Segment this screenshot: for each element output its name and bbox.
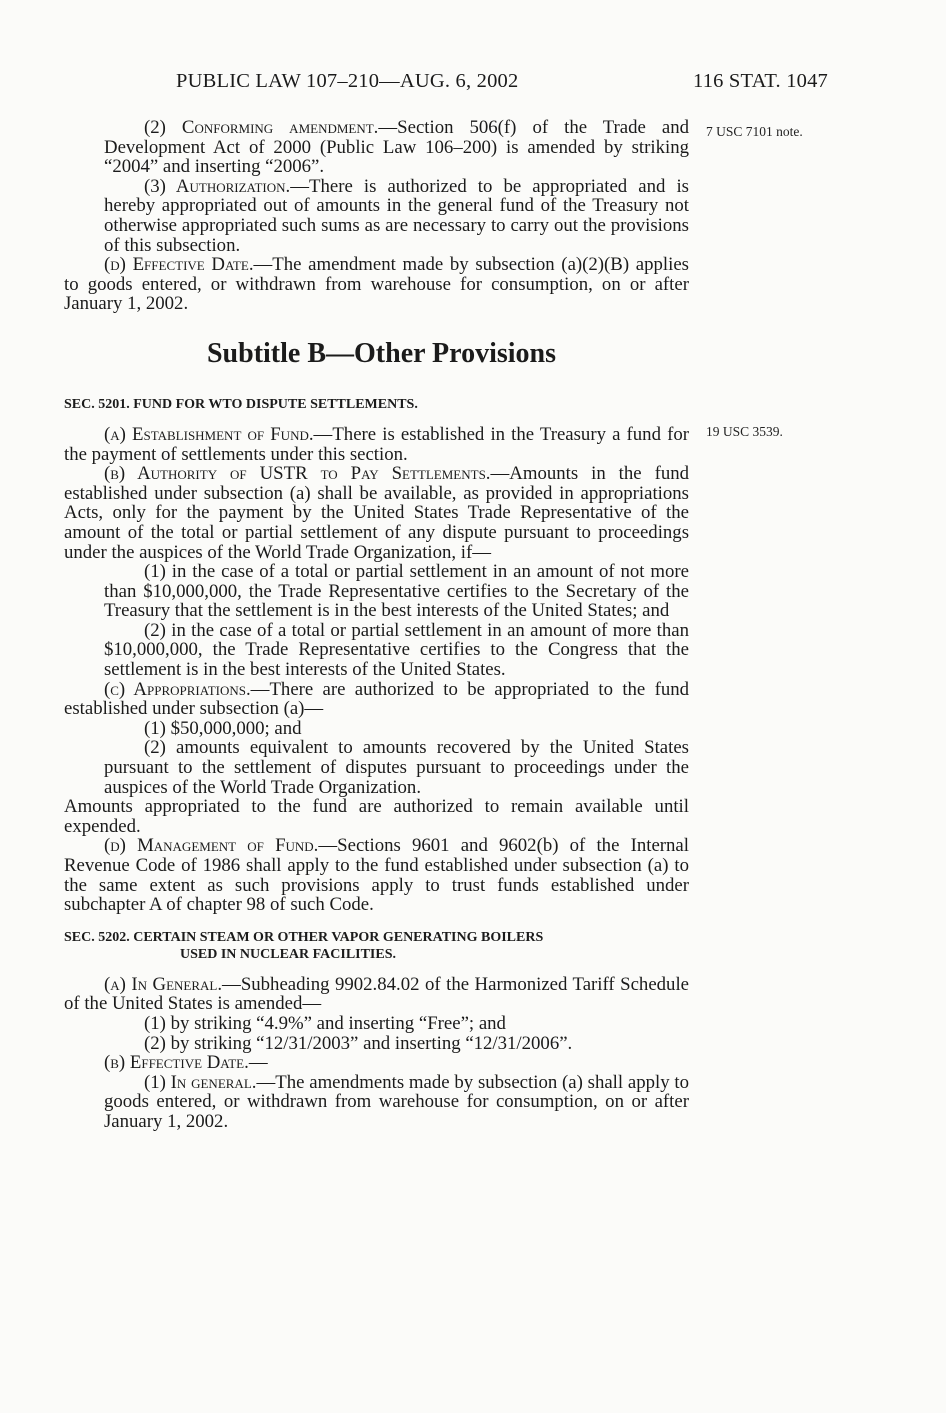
paragraph-label: (d) Effective Date. [104,254,254,276]
paragraph-text: — [248,1052,268,1074]
paragraph-effective-date [64,255,689,314]
sec5201-d [64,836,689,914]
sec5202-b [64,1053,689,1073]
paragraph-text: —Sections 9601 and 9602(b) of the Internal Revenue Code of 1986 shall apply to the fund established under subsection (a) to the same extent as such provisions apply to trust funds established under subchapter A of chapter 98 of such Code. [64,835,689,916]
sec5201-a [64,425,689,464]
margin-note-usc-3539: 19 USC 3539. [706,424,783,439]
paragraph-text: —The amendment made by subsection (a)(2)(B) applies to goods entered, or withdrawn from warehouse for consumption, on or after January 1, 2002. [64,254,689,315]
paragraph-text: —There is established in the Treasury a fund for the payment of settlements under this section. [64,423,689,465]
paragraph-conforming-amendment [64,118,689,177]
sec5201-c-tail: Amounts appropriated to the fund are authorized to remain available until expended. [64,796,689,837]
paragraph-label: (c) Appropriations. [104,678,251,700]
subtitle-heading: Subtitle B—Other Provisions [206,337,556,369]
paragraph-authorization [64,177,689,255]
sec5201-c [64,680,689,719]
sec5202-a [64,975,689,1014]
paragraph-text: —Amounts in the fund established under subsection (a) shall be available, as provided in appropriations Acts, only for the payment by the United States Trade Representative of the amount of the total or partial settlement of any dispute pursuant to proceedings under the auspices of the World Trade Organization, if— [64,463,690,563]
paragraph-text: —Section 506(f) of the Trade and Development Act of 2000 (Public Law 106–200) is amended by striking “2004” and inserting “2006”. [104,117,689,178]
paragraph-label: (a) In General. [104,973,223,995]
section-heading-line: USED IN NUCLEAR FACILITIES. [180,946,397,962]
sec5202-a1: (1) by striking “4.9%” and inserting “Free”; and [144,1012,506,1034]
paragraph-label: (b) Effective Date. [104,1052,249,1074]
paragraph-text: —There is authorized to be appropriated and is hereby appropriated out of amounts in the general fund of the Treasury not otherwise appropriated such sums as are necessary to carry out the provisions of this subsection. [104,175,689,256]
paragraph-label: (2) Conforming amendment. [144,117,379,138]
paragraph-text: —Subheading 9902.84.02 of the Harmonized Tariff Schedule of the United States is amended— [64,973,689,1015]
paragraph-text: —The amendments made by subsection (a) shall apply to goods entered, or withdrawn from warehouse for consumption, on or after January 1, 2002. [104,1071,690,1132]
running-header [176,70,828,100]
sec5201-c2: (2) amounts equivalent to amounts recovered by the United States pursuant to the settlement of disputes pursuant to proceedings under the auspices of the World Trade Organization. [104,737,689,798]
sec5201-b [64,464,689,562]
sec5202-a2: (2) by striking “12/31/2003” and inserting “12/31/2006”. [144,1032,573,1054]
paragraph-label: (a) Establishment of Fund. [104,423,314,445]
paragraph-label: (3) Authorization. [144,175,291,197]
paragraph-label: (1) In general. [144,1071,257,1093]
sec5201-b1: (1) in the case of a total or partial settlement in an amount of not more than $10,000,000, the Trade Representative certifies to the Secretary of the Treasury that the settlement is in the best interests of the United States; and [104,561,689,622]
header-stat-page: 116 STAT. 1047 [693,70,828,92]
document-body [64,118,689,1132]
section-5202-heading [64,929,689,963]
paragraph-text: —There are authorized to be appropriated to the fund established under subsection (a)— [64,678,689,720]
sec5201-c1: (1) $50,000,000; and [144,717,302,739]
sec5201-b2: (2) in the case of a total or partial settlement in an amount of more than $10,000,000, the Trade Representative certifies to the Congress that the settlement is in the best interests of the United States. [104,619,689,681]
sec5202-b1 [64,1073,689,1132]
section-heading-line: SEC. 5202. CERTAIN STEAM OR OTHER VAPOR GENERATING BOILERS [64,929,544,945]
paragraph-label: (b) Authority of USTR to Pay Settlements. [104,463,491,485]
margin-note-usc-7101: 7 USC 7101 note. [706,124,803,139]
header-public-law: PUBLIC LAW 107–210—AUG. 6, 2002 [176,70,519,92]
paragraph-label: (d) Management of Fund. [104,835,319,857]
section-5201-heading: SEC. 5201. FUND FOR WTO DISPUTE SETTLEMENTS. [64,396,418,412]
